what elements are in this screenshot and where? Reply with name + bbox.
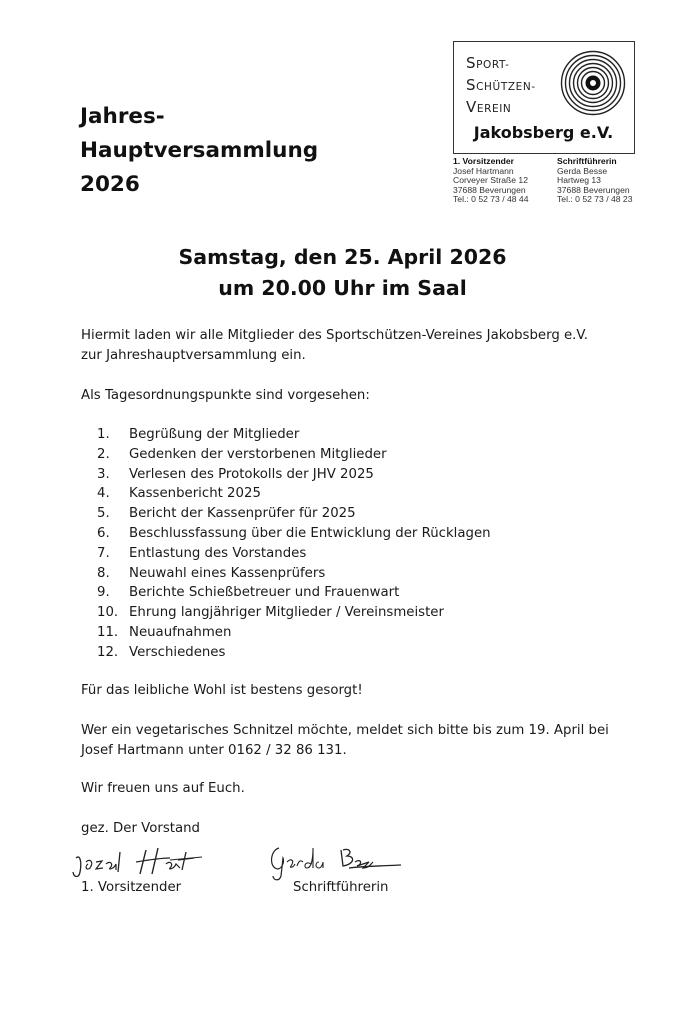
agenda-item [81,445,641,465]
agenda-item-text: Verlesen des Protokolls der JHV 2025 [129,466,374,482]
agenda-item [81,425,641,445]
meeting-date-line: Samstag, den 25. April 2026 [178,245,507,269]
agenda-item-number: 8. [97,565,110,581]
agenda-item [81,544,641,564]
chairman-name: Josef Hartmann [453,165,514,176]
agenda-item-number: 1. [97,427,110,442]
logo-line-schuetzen: SCHÜTZEN- [466,76,536,94]
agenda-item [81,504,641,524]
intro-paragraph [81,326,671,366]
chairman-city: 37688 Beverungen [453,184,526,195]
chairman-signature [70,838,210,882]
agenda-item-number: 6. [97,525,110,541]
schnitzel-line-1: Wer ein vegetarisches Schnitzel möchte, meldet sich bitte bis zum 19. April bei [81,723,609,738]
agenda-item-number: 10. [97,605,119,621]
agenda-item-number: 3. [97,466,110,482]
agenda-item [81,603,641,623]
shooting-target-icon [560,50,626,116]
secretary-city: 37688 Beverungen [557,184,630,195]
secretary-role: Schriftführerin [557,156,617,166]
agenda-item [81,623,641,643]
title-line-3: 2026 [80,172,140,197]
intro-line-2: zur Jahreshauptversammlung ein. [81,348,306,363]
chairman-role: 1. Vorsitzender [453,156,514,166]
intro-line-1: Hiermit laden wir alle Mitglieder des Sportschützen-Vereines Jakobsberg e.V. [81,328,589,343]
agenda-item-text: Berichte Schießbetreuer und Frauenwart [129,585,400,601]
logo-club-name: Jakobsberg e.V. [473,123,614,142]
chairman-phone: Tel.: 0 52 73 / 48 44 [453,194,529,205]
secretary-contact [557,157,657,205]
agenda-item-text: Entlastung des Vorstandes [129,545,307,561]
agenda-item [81,583,641,603]
agenda-item [81,524,641,544]
chairman-street: Corveyer Straße 12 [453,175,528,186]
chairman-signature-label: 1. Vorsitzender [81,880,182,895]
meeting-time-line: um 20.00 Uhr im Saal [218,276,467,300]
club-logo [453,41,635,154]
agenda-item-text: Ehrung langjähriger Mitglieder / Vereinsmeister [129,605,444,621]
agenda-item-number: 12. [97,644,119,660]
logo-wordmark [466,53,566,119]
agenda-item-number: 5. [97,506,110,522]
agenda-item-text: Bericht der Kassenprüfer für 2025 [129,506,356,522]
schnitzel-line-2: Josef Hartmann unter 0162 / 32 86 131. [81,743,347,758]
agenda-item-text: Neuaufnahmen [129,624,232,640]
logo-line-sport: SPORT- [466,54,510,72]
agenda-item-number: 9. [97,585,110,601]
agenda-item-text: Neuwahl eines Kassenprüfers [129,565,326,581]
agenda-item [81,484,641,504]
signed-by: gez. Der Vorstand [81,821,200,836]
title-line-2: Hauptversammlung [80,138,319,163]
logo-line-verein: VEREIN [466,98,512,116]
agenda-item [81,465,641,485]
secretary-street: Hartweg 13 [557,175,601,186]
agenda-item-number: 4. [97,486,110,502]
agenda-item-text: Kassenbericht 2025 [129,486,261,502]
agenda-item-text: Gedenken der verstorbenen Mitglieder [129,446,387,462]
chairman-contact [453,157,553,205]
title-line-1: Jahres- [80,104,165,129]
catering-note: Für das leibliche Wohl ist bestens gesorgt! [81,683,363,698]
agenda-item-text: Begrüßung der Mitglieder [129,427,300,442]
closing-line: Wir freuen uns auf Euch. [81,781,245,796]
secretary-name: Gerda Besse [557,165,608,176]
agenda-item-number: 7. [97,545,110,561]
secretary-phone: Tel.: 0 52 73 / 48 23 [557,194,633,205]
document-title [80,100,380,202]
agenda-item [81,564,641,584]
agenda-intro: Als Tagesordnungspunkte sind vorgesehen: [81,388,370,403]
secretary-signature-label: Schriftführerin [293,880,389,895]
meeting-date [0,242,685,304]
schnitzel-note [81,721,671,761]
agenda-item-text: Verschiedenes [129,644,226,660]
agenda-item-number: 2. [97,446,110,462]
secretary-signature [265,838,405,882]
agenda-item-text: Beschlussfassung über die Entwicklung der Rücklagen [129,525,491,541]
agenda-item [81,643,641,663]
agenda-list [81,425,641,663]
agenda-item-number: 11. [97,624,119,640]
